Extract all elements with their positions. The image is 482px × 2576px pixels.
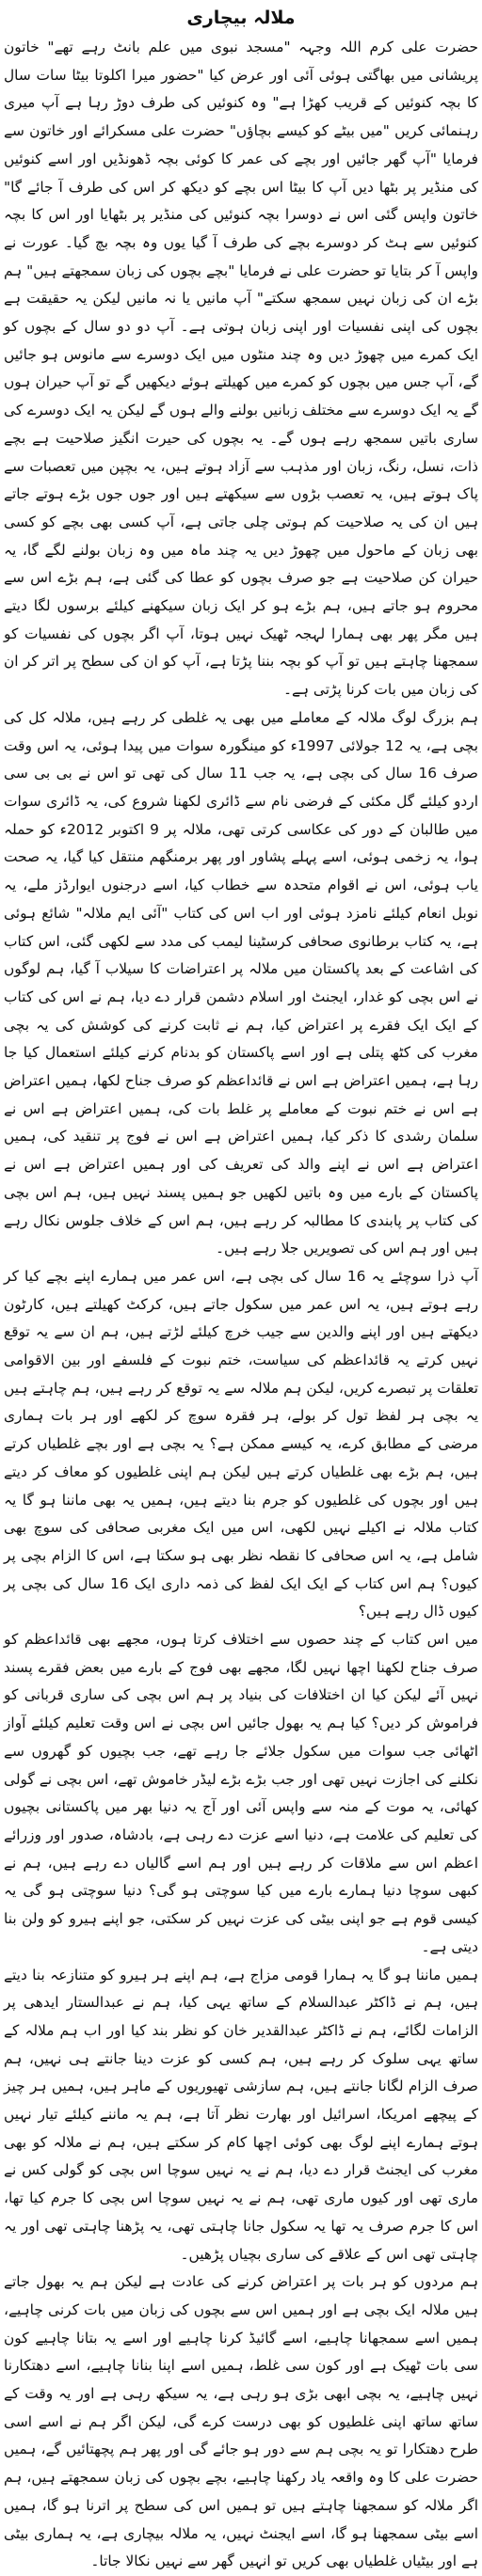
article-paragraph: ہم مردوں کو ہر بات پر اعتراض کرنے کی عادت ہے لیکن ہم یہ بھول جاتے ہیں ملالہ ایک بچی ہے اور ہمیں اس سے بچوں کی زبان میں بات کرنی چاہیے، ہمیں اسے سمجھانا چاہیے، اسے گائیڈ کرنا چاہیے اور اسے یہ بتانا چاہیے کون سی بات ٹھیک ہے اور کون سی غلط، ہمیں اسے اپنا بنانا چاہیے، اسے دھتکارنا نہیں چاہیے، یہ بچی ابھی بڑی ہو رہی ہے، یہ سیکھ رہی ہے اور یہ وقت کے ساتھ ساتھ اپنی غلطیوں کو بھی درست کرے گی، لیکن اگر ہم نے اسے اسی طرح دھتکارا تو یہ بچی ہم سے دور ہو جائے گی اور پھر ہم پچھتائیں گے، ہمیں حضرت علی کا وہ واقعہ یاد رکھنا چاہیے، بچے بچوں کی زبان سمجھتے ہیں، ہم اگر ملالہ کو سمجھنا چاہتے ہیں تو ہمیں اس کی سطح پر اترنا ہو گا، ہمیں اسے بیٹی سمجھنا ہو گا، اسے ایجنٹ نہیں، یہ ملالہ بیچاری ہے، یہ ہماری بیٹی ہے اور بیٹیاں غلطیاں بھی کریں تو انہیں گھر سے نہیں نکالا جاتا۔ bbox=[4, 2273, 478, 2570]
article-paragraph: میں اس کتاب کے چند حصوں سے اختلاف کرتا ہوں، مجھے بھی قائداعظم کو صرف جناح لکھنا اچھا نہیں لگا، مجھے بھی فوج کے بارے میں بعض فقرے پسند نہیں آئے لیکن کیا ان اختلافات کی بنیاد پر ہم اس بچی کی ساری قربانی کو فراموش کر دیں؟ کیا ہم یہ بھول جائیں اس بچی نے اس وقت تعلیم کیلئے آواز اٹھائی جب سوات میں سکول جلائے جا رہے تھے، جب بچیوں کو گھروں سے نکلنے کی اجازت نہیں تھی اور جب بڑے بڑے لیڈر خاموش تھے، اس بچی نے گولی کھائی، یہ موت کے منہ سے واپس آئی اور آج یہ دنیا بھر میں پاکستانی بچیوں کی تعلیم کی علامت ہے، دنیا اسے عزت دے رہی ہے، بادشاہ، صدور اور وزرائے اعظم اس سے ملاقات کر رہے ہیں اور ہم اسے گالیاں دے رہے ہیں، ہم نے کبھی سوچا دنیا ہمارے بارے میں کیا سوچتی ہو گی؟ دنیا سوچتی ہو گی یہ کیسی قوم ہے جو اپنی بیٹی کی عزت نہیں کر سکتی، جو اپنے ہیرو کو ولن بنا دیتی ہے۔ bbox=[4, 1631, 478, 1955]
article-paragraph: حضرت علی کرم اللہ وجہہ "مسجد نبوی میں علم بانٹ رہے تھے" خاتون پریشانی میں بھاگتی ہوئی آئی اور عرض کیا "حضور میرا اکلوتا بیٹا سات سال کا بچہ کنوئیں کے قریب کھڑا ہے" وہ کنوئیں کی طرف دوڑ رہا ہے آپ میری رہنمائی کریں "میں بیٹے کو کیسے بچاؤں" حضرت علی مسکرائے اور خاتون سے فرمایا "آپ گھر جائیں اور بچے کی عمر کا کوئی بچہ ڈھونڈیں اور اسے کنوئیں کی منڈیر پر بٹھا دیں آپ کا بیٹا اس بچے کو دیکھ کر اس کی طرف آ جائے گا" خاتون واپس گئی اس نے دوسرا بچہ کنوئیں کی منڈیر پر بٹھایا اور اس کا بچہ کنوئیں سے ہٹ کر دوسرے بچے کی طرف آ گیا یوں وہ بچہ بچ گیا۔ عورت نے واپس آ کر بتایا تو حضرت علی نے فرمایا "بچے بچوں کی زبان سمجھتے ہیں" ہم بڑے ان کی زبان نہیں سمجھ سکتے" آپ مانیں یا نہ مانیں لیکن یہ حقیقت ہے بچوں کی اپنی نفسیات اور اپنی زبان ہوتی ہے۔ آپ دو دو سال کے بچوں کو ایک کمرے میں چھوڑ دیں وہ چند منٹوں میں ایک دوسرے سے مانوس ہو جائیں گے، آپ جس میں بچوں کو کمرے میں کھیلتے ہوئے دیکھیں گے تو آپ حیران ہوں گے یہ ایک دوسرے سے مختلف زبانیں بولنے والے ہوں گے لیکن یہ ایک دوسرے کی ساری باتیں سمجھ رہے ہوں گے۔ یہ بچوں کی حیرت انگیز صلاحیت ہے بچے ذات، نسل، رنگ، زبان اور مذہب سے آزاد ہوتے ہیں، یہ بچپن میں تعصبات سے پاک ہوتے ہیں، یہ تعصب بڑوں سے سیکھتے ہیں اور جوں جوں بڑے ہوتے جاتے ہیں ان کی یہ صلاحیت کم ہوتی چلی جاتی ہے، آپ کسی بھی بچے کو کسی بھی زبان کے ماحول میں چھوڑ دیں یہ چند ماہ میں وہ زبان بولنے لگے گا، یہ حیران کن صلاحیت ہے جو صرف بچوں کو عطا کی گئی ہے، ہم بڑے اس سے محروم ہو جاتے ہیں، ہم بڑے ہو کر ایک زبان سیکھنے کیلئے برسوں لگا دیتے ہیں مگر پھر بھی ہمارا لہجہ ٹھیک نہیں ہوتا، آپ اگر بچوں کی نفسیات کو سمجھنا چاہتے ہیں تو آپ کو بچہ بننا پڑتا ہے، آپ کو ان کی سطح پر اتر کر ان کی زبان میں بات کرنا پڑتی ہے۔ bbox=[4, 39, 478, 699]
article-paragraph: ہم بزرگ لوگ ملالہ کے معاملے میں بھی یہ غلطی کر رہے ہیں، ملالہ کل کی بچی ہے، یہ 12 جولائی 1997ء کو مینگورہ سوات میں پیدا ہوئی، یہ اس وقت صرف 16 سال کی بچی ہے، یہ جب 11 سال کی تھی تو اس نے بی بی سی اردو کیلئے گل مکئی کے فرضی نام سے ڈائری لکھنا شروع کی، یہ ڈائری سوات میں طالبان کے دور کی عکاسی کرتی تھی، ملالہ پر 9 اکتوبر 2012ء کو حملہ ہوا، یہ زخمی ہوئی، اسے پہلے پشاور اور پھر برمنگھم منتقل کیا گیا، یہ صحت یاب ہوئی، اس نے اقوام متحدہ سے خطاب کیا، اسے درجنوں ایوارڈز ملے، یہ نوبل انعام کیلئے نامزد ہوئی اور اب اس کی کتاب "آئی ایم ملالہ" شائع ہوئی ہے، یہ کتاب برطانوی صحافی کرسٹینا لیمب کی مدد سے لکھی گئی، اس کتاب کی اشاعت کے بعد پاکستان میں ملالہ پر اعتراضات کا سیلاب آ گیا، ہم لوگوں نے اس بچی کو غدار، ایجنٹ اور اسلام دشمن قرار دے دیا، ہم نے اس کی کتاب کے ایک ایک فقرے پر اعتراض کیا، ہم نے ثابت کرنے کی کوشش کی یہ بچی مغرب کی کٹھ پتلی ہے اور اسے پاکستان کو بدنام کرنے کیلئے استعمال کیا جا رہا ہے، ہمیں اعتراض ہے اس نے قائداعظم کو صرف جناح لکھا، ہمیں اعتراض ہے اس نے ختم نبوت کے معاملے پر غلط بات کی، ہمیں اعتراض ہے اس نے سلمان رشدی کا ذکر کیا، ہمیں اعتراض ہے اس نے فوج پر تنقید کی، ہمیں اعتراض ہے اس نے اپنے والد کی تعریف کی اور ہمیں اعتراض ہے اس نے پاکستان کے بارے میں وہ باتیں لکھیں جو ہمیں پسند نہیں ہیں، ہم اس بچی کی کتاب پر پابندی کا مطالبہ کر رہے ہیں، ہم اس کے خلاف جلوس نکال رہے ہیں اور ہم اس کی تصویریں جلا رہے ہیں۔ bbox=[4, 708, 479, 1257]
article-body bbox=[4, 34, 478, 2576]
article-paragraph: ہمیں ماننا ہو گا یہ ہمارا قومی مزاج ہے، ہم اپنے ہر ہیرو کو متنازعہ بنا دیتے ہیں، ہم نے ڈاکٹر عبدالسلام کے ساتھ یہی کیا، ہم نے عبدالستار ایدھی پر الزامات لگائے، ہم نے ڈاکٹر عبدالقدیر خان کو نظر بند کیا اور اب ہم ملالہ کے ساتھ یہی سلوک کر رہے ہیں، ہم کسی کو عزت دینا جانتے ہی نہیں، ہم صرف الزام لگانا جانتے ہیں، ہم سازشی تھیوریوں کے ماہر ہیں، ہمیں ہر چیز کے پیچھے امریکا، اسرائیل اور بھارت نظر آتا ہے، ہم یہ ماننے کیلئے تیار نہیں ہوتے ہمارے اپنے لوگ بھی کوئی اچھا کام کر سکتے ہیں، ہم نے ملالہ کو بھی مغرب کی ایجنٹ قرار دے دیا، ہم نے یہ نہیں سوچا اس بچی کو گولی کس نے ماری تھی اور کیوں ماری تھی، ہم نے یہ نہیں سوچا اس بچی کا جرم کیا تھا، اس کا جرم صرف یہ تھا یہ سکول جانا چاہتی تھی، یہ پڑھنا چاہتی تھی اور یہ چاہتی تھی اس کے علاقے کی ساری بچیاں پڑھیں۔ bbox=[4, 1966, 478, 2263]
article-title: ملالہ بیچاری bbox=[186, 8, 296, 28]
article-paragraph: آپ ذرا سوچئے یہ 16 سال کی بچی ہے، اس عمر میں ہمارے اپنے بچے کیا کر رہے ہوتے ہیں، یہ اس عمر میں سکول جاتے ہیں، کرکٹ کھیلتے ہیں، کارٹون دیکھتے ہیں اور اپنے والدین سے جیب خرچ کیلئے لڑتے ہیں، ہم ان سے یہ توقع نہیں کرتے یہ قائداعظم کی سیاست، ختم نبوت کے فلسفے اور بین الاقوامی تعلقات پر تبصرے کریں، لیکن ہم ملالہ سے یہ توقع کر رہے ہیں، ہم چاہتے ہیں یہ بچی ہر لفظ تول کر بولے، ہر فقرہ سوچ کر لکھے اور ہر بات ہماری مرضی کے مطابق کرے، یہ کیسے ممکن ہے؟ یہ بچی ہے اور بچے غلطیاں کرتے ہیں، ہم بڑے بھی غلطیاں کرتے ہیں لیکن ہم اپنی غلطیوں کو معاف کر دیتے ہیں اور بچوں کی غلطیوں کو جرم بنا دیتے ہیں، ہمیں یہ بھی ماننا ہو گا یہ کتاب ملالہ نے اکیلے نہیں لکھی، اس میں ایک مغربی صحافی کی سوچ بھی شامل ہے، یہ اس صحافی کا نقطہ نظر بھی ہو سکتا ہے، اس کا الزام بچی پر کیوں؟ ہم اس کتاب کے ایک ایک لفظ کی ذمہ داری ایک 16 سال کی بچی پر کیوں ڈال رہے ہیں؟ bbox=[4, 1267, 478, 1620]
